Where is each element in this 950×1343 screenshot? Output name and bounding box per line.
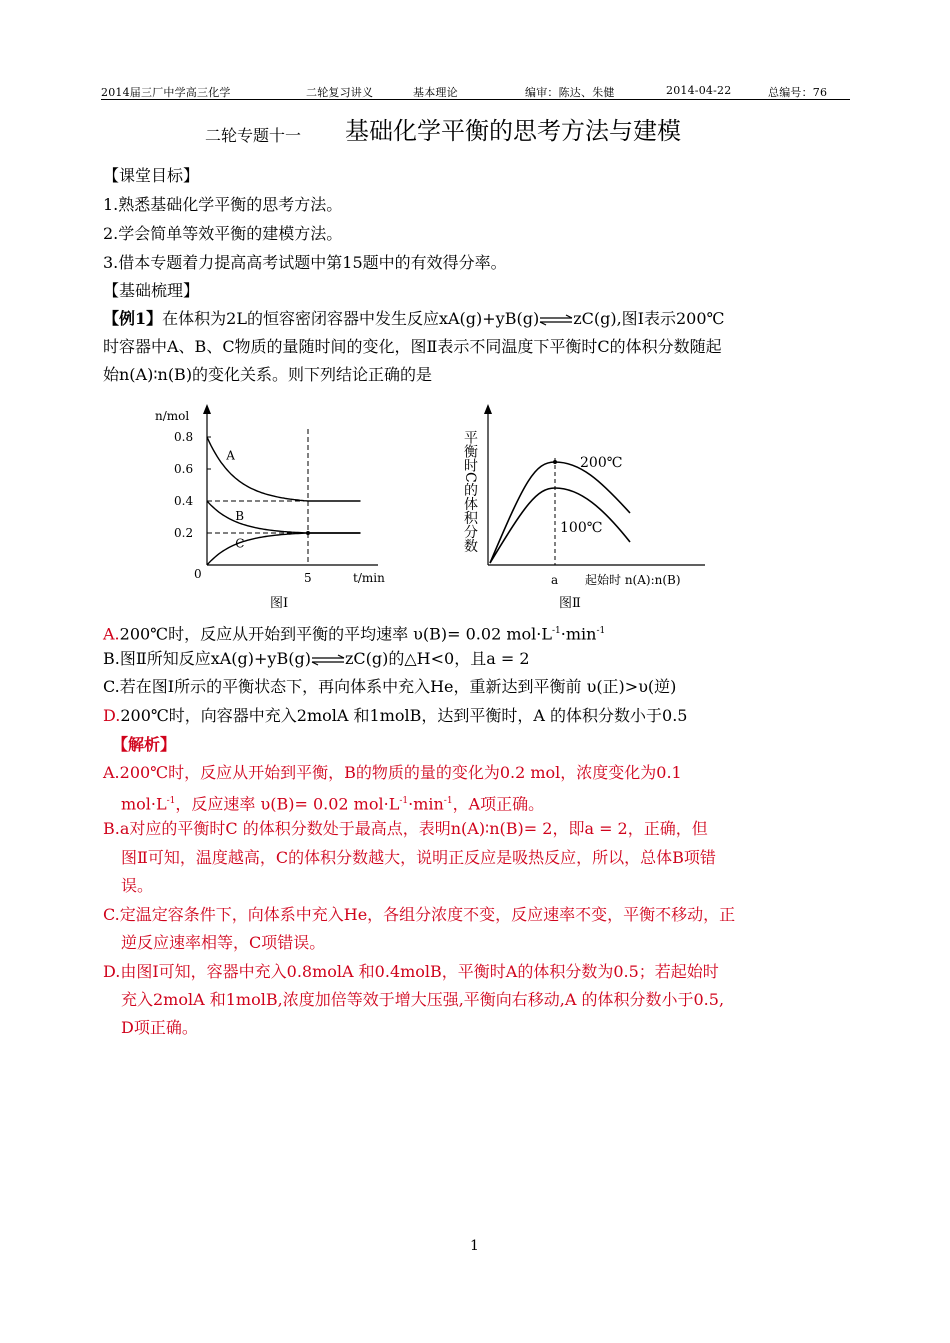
goal-item: 2.学会简单等效平衡的建模方法。	[103, 224, 343, 243]
equilibrium-arrow-icon	[539, 314, 573, 326]
option-b-text: B.图Ⅱ所知反应xA(g)+yB(g)	[103, 649, 311, 668]
option-c: C.若在图Ⅰ所示的平衡状态下，再向体系中充入He，重新达到平衡前 υ(正)>υ(逆)	[103, 677, 677, 696]
option-d-text: 200℃时，向容器中充入2molA 和1molB，达到平衡时，A 的体积分数小于0.5	[120, 706, 688, 725]
option-d-letter: D.	[103, 706, 121, 725]
analysis-c-line: 逆反应速率相等，C项错误。	[121, 933, 326, 952]
option-a-text: ·min	[560, 624, 597, 644]
example-text: 在体积为2L的恒容密闭容器中发生反应xA(g)+yB(g)	[162, 309, 540, 328]
x-tick-label: a	[551, 573, 559, 587]
y-axis-label: 平衡时C的体积分数	[462, 430, 478, 553]
header-editors: 编审：陈达、朱健	[525, 86, 615, 99]
series-label: B	[235, 509, 245, 524]
superscript: -1	[399, 796, 409, 806]
analysis-b-line: 误。	[121, 876, 154, 895]
header-number: 总编号：76	[768, 86, 828, 99]
option-a-letter: A.	[103, 624, 120, 644]
figure-caption: 图Ⅰ	[270, 596, 289, 611]
x-tick-label: 5	[304, 571, 312, 585]
figure-caption: 图Ⅱ	[559, 596, 581, 611]
analysis-text: ，A项正确。	[452, 794, 545, 814]
series-label-200c: 200℃	[580, 455, 623, 471]
superscript: -1	[443, 796, 453, 806]
series-200c-curve	[490, 462, 630, 563]
y-tick-label: 0.4	[174, 494, 194, 508]
page-header	[101, 83, 850, 100]
series-B-curve	[207, 501, 361, 533]
x-axis-label: 起始时 n(A):n(B)	[585, 573, 681, 587]
analysis-a-line	[121, 791, 544, 814]
goals-heading: 【课堂目标】	[103, 166, 200, 185]
analysis-heading: 【解析】	[112, 735, 177, 754]
x-axis-label: t/min	[353, 571, 385, 585]
superscript: -1	[551, 626, 561, 636]
option-a-text: 200℃时，反应从开始到平衡的平均速率 υ(B)= 0.02 mol·L	[119, 624, 552, 644]
option-b-text: zC(g)的△H<0，且a = 2	[344, 649, 530, 668]
y-axis-label: n/mol	[155, 409, 190, 423]
series-label: C	[235, 536, 245, 551]
series-C-curve	[207, 533, 361, 565]
goal-item: 1.熟悉基础化学平衡的思考方法。	[103, 195, 343, 214]
origin-label: 0	[194, 567, 202, 581]
option-a	[103, 621, 605, 644]
main-title: 基础化学平衡的思考方法与建模	[345, 117, 681, 145]
header-school: 2014届三厂中学高三化学	[101, 86, 231, 99]
option-d	[103, 706, 687, 726]
header-date: 2014-04-22	[666, 84, 732, 97]
example-label: 【例1】	[103, 309, 163, 328]
example-text: zC(g),图Ⅰ表示200℃	[573, 309, 725, 328]
example-line-1	[103, 309, 724, 329]
header-category: 基本理论	[413, 86, 458, 99]
equilibrium-arrow-icon	[311, 654, 345, 666]
analysis-d-line: D项正确。	[121, 1018, 198, 1037]
series-label: A	[226, 448, 235, 463]
series-label-100c: 100℃	[560, 520, 603, 536]
superscript: -1	[596, 626, 606, 636]
analysis-text: ，反应速率 υ(B)= 0.02 mol·L	[175, 794, 400, 814]
y-axis-arrow-icon	[203, 404, 211, 414]
superscript: -1	[166, 796, 176, 806]
goal-item: 3.借本专题着力提高高考试题中第15题中的有效得分率。	[103, 253, 507, 272]
option-b	[103, 649, 530, 669]
analysis-d-line: 充入2molA 和1molB,浓度加倍等效于增大压强,平衡向右移动,A 的体积分数小于0.5,	[121, 990, 725, 1009]
analysis-b-line: B.a对应的平衡时C 的体积分数处于最高点，表明n(A)∶n(B)= 2，即a = 2，正确，但	[103, 819, 708, 838]
series-A-curve	[207, 437, 361, 501]
example-line-3: 始n(A)∶n(B)的变化关系。则下列结论正确的是	[103, 365, 433, 384]
y-tick-label: 0.8	[174, 430, 194, 444]
intersection-marker	[306, 531, 310, 535]
page-number: 1	[470, 1238, 479, 1254]
y-tick-label: 0.2	[174, 526, 194, 540]
y-axis-arrow-icon	[484, 404, 492, 414]
peak-marker	[553, 460, 557, 464]
analysis-c-line: C.定温定容条件下，向体系中充入He，各组分浓度不变，反应速率不变，平衡不移动，正	[103, 905, 736, 924]
y-tick-label: 0.6	[174, 462, 194, 476]
example-line-2: 时容器中A、B、C物质的量随时间的变化，图Ⅱ表示不同温度下平衡时C的体积分数随起	[103, 337, 722, 356]
basics-heading: 【基础梳理】	[103, 281, 200, 300]
figure-1-chart	[150, 400, 410, 615]
header-type: 二轮复习讲义	[306, 86, 374, 99]
analysis-d-line: D.由图Ⅰ可知，容器中充入0.8molA 和0.4molB，平衡时A的体积分数为0.5；若起始时	[103, 962, 719, 981]
analysis-a-line: A.200℃时，反应从开始到平衡，B的物质的量的变化为0.2 mol，浓度变化为0.1	[103, 763, 682, 782]
analysis-b-line: 图Ⅱ可知，温度越高，C的体积分数越大，说明正反应是吸热反应，所以，总体B项错	[121, 848, 716, 867]
sub-title: 二轮专题十一	[205, 126, 302, 145]
analysis-text: ·min	[408, 794, 444, 814]
analysis-text: mol·L	[121, 794, 167, 814]
figure-2-chart	[455, 400, 725, 615]
